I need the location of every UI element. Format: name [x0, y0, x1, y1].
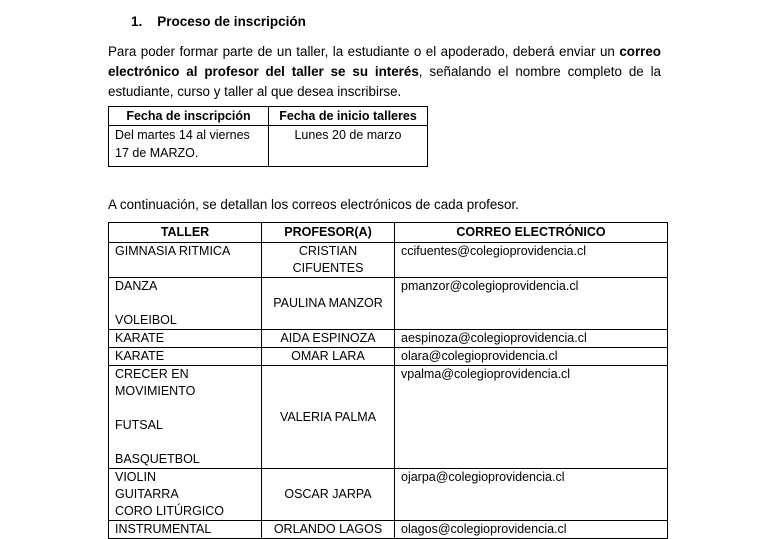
- profesor-cell: OMAR LARA: [262, 348, 395, 366]
- table-row: [109, 469, 668, 521]
- profesor-cell: OSCAR JARPA: [262, 469, 395, 521]
- email-cell[interactable]: olara@colegioprovidencia.cl: [395, 348, 668, 366]
- table-row: [109, 348, 668, 366]
- dates-header-start: Fecha de inicio talleres: [269, 107, 428, 126]
- email-cell[interactable]: ojarpa@colegioprovidencia.cl: [395, 469, 668, 521]
- taller-name: VIOLIN: [115, 470, 156, 484]
- email-cell[interactable]: ccifuentes@colegioprovidencia.cl: [395, 243, 668, 278]
- lead-sentence: A continuación, se detallan los correos electrónicos de cada profesor.: [108, 197, 519, 212]
- dates-header-inscription: Fecha de inscripción: [109, 107, 269, 126]
- taller-name: KARATE: [115, 349, 165, 363]
- taller-name: FUTSAL: [115, 418, 163, 432]
- section-heading: [131, 14, 306, 29]
- taller-name: MOVIMIENTO: [115, 384, 196, 398]
- profesor-cell: ORLANDO LAGOS: [262, 521, 395, 539]
- taller-cell: [109, 469, 262, 521]
- taller-name: GIMNASIA RITMICA: [115, 244, 231, 258]
- taller-name: INSTRUMENTAL: [115, 522, 212, 536]
- taller-cell: [109, 330, 262, 348]
- header-profesor: PROFESOR(A): [262, 223, 395, 243]
- spacer: [115, 295, 255, 312]
- taller-name: CORO LITÚRGICO: [115, 504, 225, 518]
- taller-cell: [109, 348, 262, 366]
- email-cell[interactable]: olagos@colegioprovidencia.cl: [395, 521, 668, 539]
- inscription-dates-line1: Del martes 14 al viernes: [115, 128, 250, 142]
- taller-name: DANZA: [115, 279, 158, 293]
- taller-cell: [109, 366, 262, 469]
- profesor-cell: VALERIA PALMA: [262, 366, 395, 469]
- taller-name: BASQUETBOL: [115, 452, 200, 466]
- start-date-cell: Lunes 20 de marzo: [269, 126, 428, 167]
- taller-name: KARATE: [115, 331, 165, 345]
- teachers-table: [108, 222, 668, 539]
- profesor-cell: CRISTIAN CIFUENTES: [262, 243, 395, 278]
- profesor-cell: PAULINA MANZOR: [262, 278, 395, 330]
- taller-name: CRECER EN: [115, 367, 189, 381]
- dates-table: [108, 106, 428, 167]
- table-row: [109, 278, 668, 330]
- email-cell[interactable]: pmanzor@colegioprovidencia.cl: [395, 278, 668, 330]
- table-row: [109, 330, 668, 348]
- profesor-cell: AIDA ESPINOZA: [262, 330, 395, 348]
- intro-paragraph: [108, 42, 661, 102]
- table-row: [109, 243, 668, 278]
- taller-name: VOLEIBOL: [115, 313, 177, 327]
- intro-text-bold: correo electrónico al profesor del taller se su interés: [108, 44, 661, 79]
- intro-text-end: , señalando el nombre completo de la estudiante, curso y taller al que desea inscribirse.: [108, 64, 662, 99]
- table-row: [109, 521, 668, 539]
- spacer: [115, 400, 255, 417]
- inscription-dates-line2: 17 de MARZO.: [115, 146, 199, 160]
- section-title: Proceso de inscripción: [157, 14, 306, 29]
- section-number: 1.: [131, 14, 143, 29]
- taller-cell: [109, 521, 262, 539]
- spacer: [115, 434, 255, 451]
- intro-text-start: Para poder formar parte de un taller, la estudiante o el apoderado, deberá enviar un: [108, 44, 620, 59]
- previous-page-edge: [300, 0, 460, 2]
- email-cell[interactable]: aespinoza@colegioprovidencia.cl: [395, 330, 668, 348]
- header-correo: CORREO ELECTRÓNICO: [395, 223, 668, 243]
- header-taller: TALLER: [109, 223, 262, 243]
- email-cell[interactable]: vpalma@colegioprovidencia.cl: [395, 366, 668, 469]
- inscription-dates-cell: [109, 126, 269, 167]
- taller-cell: [109, 278, 262, 330]
- taller-name: GUITARRA: [115, 487, 179, 501]
- table-row: [109, 366, 668, 469]
- taller-cell: [109, 243, 262, 278]
